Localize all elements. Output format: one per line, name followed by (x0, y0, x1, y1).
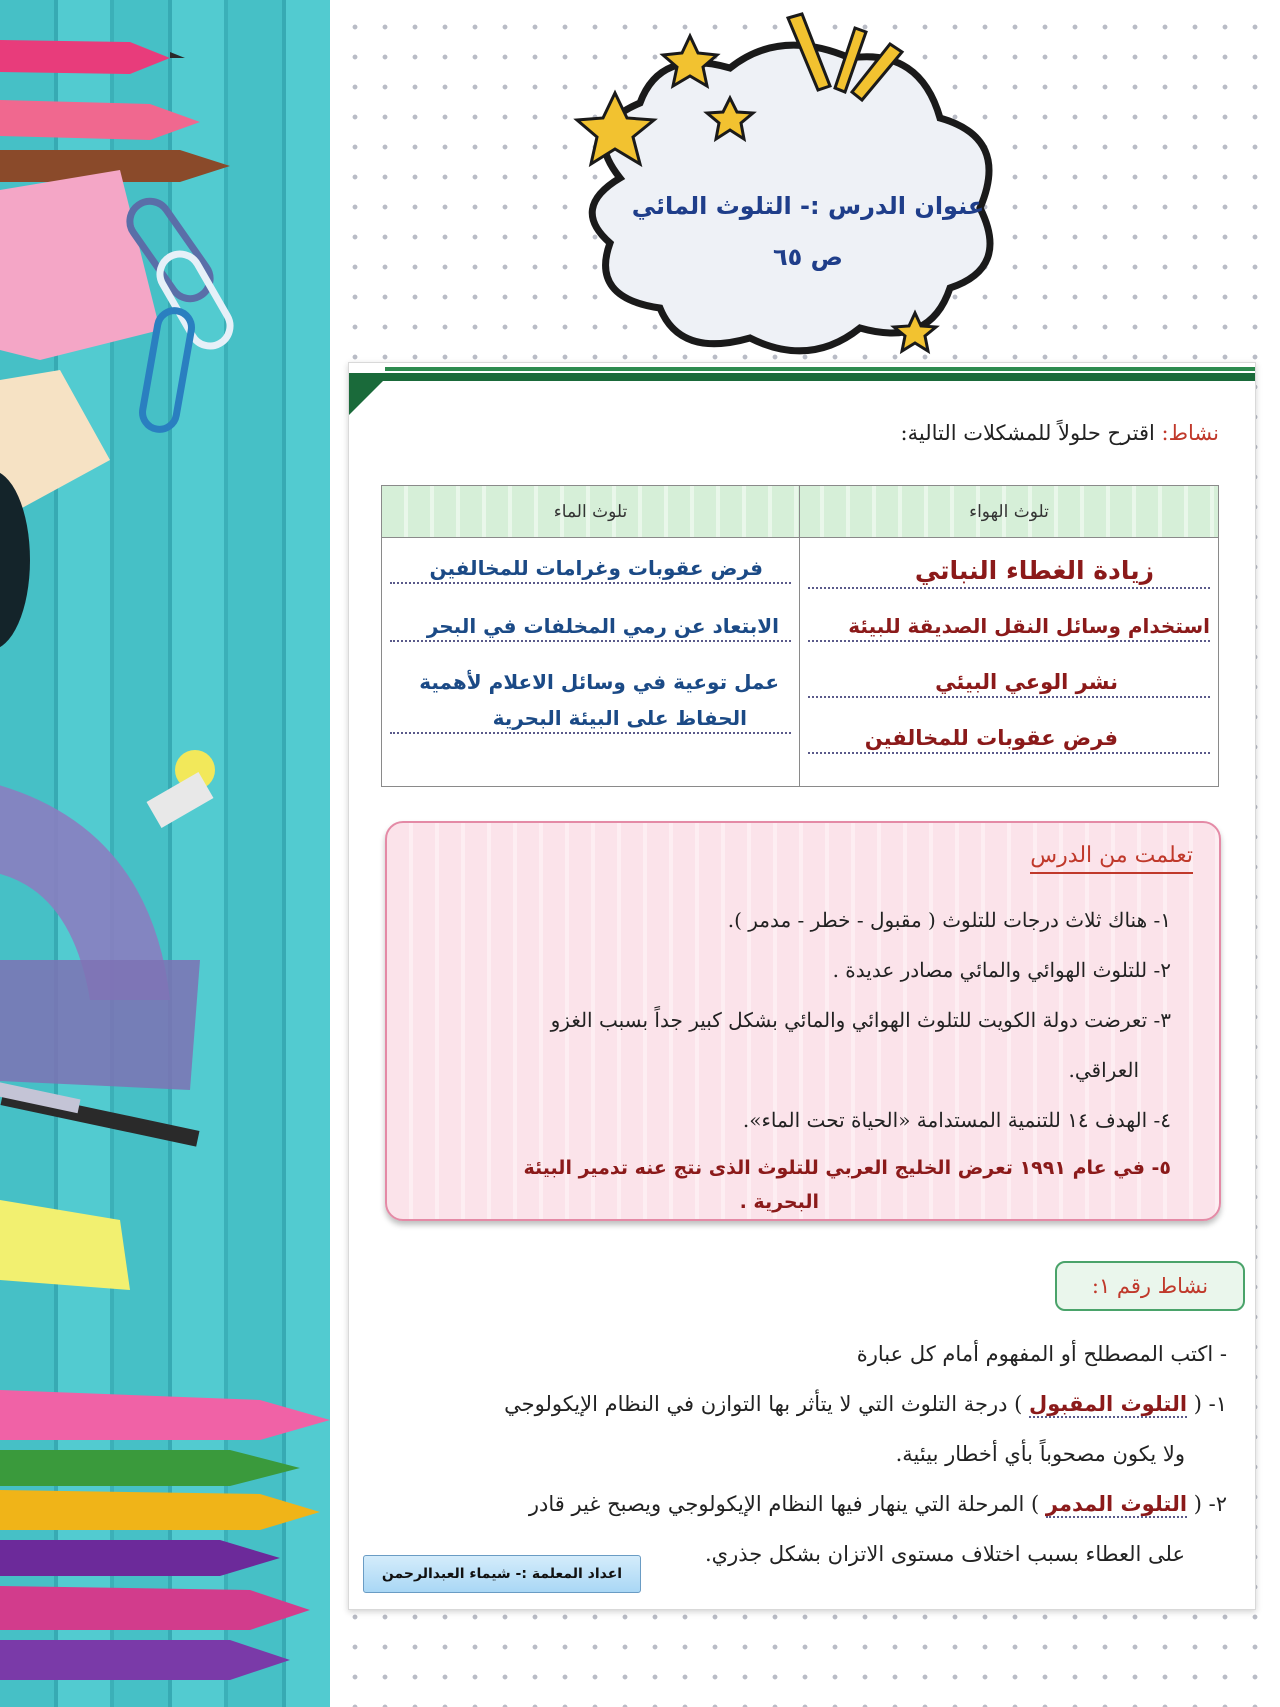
question-1-text: ) درجة التلوث التي لا يتأثر بها التوازن في النظام الإيكولوجي (504, 1392, 1023, 1416)
lesson-page-number: ص ٦٥ (773, 243, 843, 271)
question-2-number: ٢- ( (1193, 1492, 1227, 1516)
activity-instruction (901, 421, 1219, 445)
question-1 (361, 1379, 1227, 1429)
activity-text: اقترح حلولاً للمشكلات التالية: (900, 421, 1155, 445)
learned-box (385, 821, 1221, 1221)
teacher-credit: اعداد المعلمة :- شيماء العبدالرحمن (363, 1555, 641, 1593)
learned-item-2: ٢- للتلوث الهوائي والمائي مصادر عديدة . (832, 958, 1171, 982)
header-bar-accent (385, 367, 1255, 371)
learned-item-3: ٣- تعرضت دولة الكويت للتلوث الهوائي والمائي بشكل كبير جداً بسبب الغزو (550, 1008, 1171, 1032)
table-header (382, 486, 1218, 538)
water-solution-2: الابتعاد عن رمي المخلفات في البحر (390, 614, 791, 642)
activity-1-badge: نشاط رقم ١: (1055, 1261, 1245, 1311)
header-water-pollution: تلوث الماء (382, 486, 800, 537)
activity-label: نشاط: (1161, 421, 1219, 445)
question-2-answer: التلوث المدمر (1045, 1492, 1188, 1516)
air-solution-3: نشر الوعي البيئي (808, 670, 1210, 698)
question-2-text: ) المرحلة التي ينهار فيها النظام الإيكولوجي ويصبح غير قادر (528, 1492, 1040, 1516)
water-solution-3: عمل توعية في وسائل الاعلام لأهمية (419, 670, 779, 694)
question-2-cont: على العطاء بسبب اختلاف مستوى الاتزان بشكل جذري. (704, 1542, 1185, 1566)
water-solution-1: فرض عقوبات وغرامات للمخالفين (390, 556, 791, 584)
lesson-title: عنوان الدرس :- التلوث المائي (631, 192, 985, 220)
water-solution-4: الحفاظ على البيئة البحرية (390, 706, 791, 734)
learned-item-5-cont: البحرية . (739, 1191, 819, 1213)
solutions-table (381, 485, 1219, 787)
header-air-pollution: تلوث الهواء (969, 502, 1049, 522)
question-1-answer: التلوث المقبول (1029, 1392, 1188, 1416)
learned-item-5: ٥- في عام ١٩٩١ تعرض الخليج العربي للتلوث الذى نتج عنه تدمير البيئة (523, 1157, 1171, 1179)
learned-title: تعلمت من الدرس (1030, 843, 1193, 874)
table-body (382, 538, 1218, 786)
air-solutions-column (800, 538, 1218, 786)
water-solutions-column (382, 538, 800, 786)
question-1-number: ١- ( (1193, 1392, 1227, 1416)
activity-1-instruction: - اكتب المصطلح أو المفهوم أمام كل عبارة (856, 1342, 1227, 1366)
stationery-photo (0, 0, 330, 1707)
learned-item-4: ٤- الهدف ١٤ للتنمية المستدامة «الحياة تحت الماء». (742, 1108, 1171, 1132)
learned-item-3-cont: العراقي. (1068, 1058, 1139, 1082)
air-solution-1: زيادة الغطاء النباتي (808, 556, 1210, 589)
air-solution-2: استخدام وسائل النقل الصديقة للبيئة (808, 614, 1210, 642)
air-solution-4: فرض عقوبات للمخالفين (808, 726, 1210, 754)
pencil-icon (0, 40, 230, 182)
question-2 (361, 1479, 1227, 1529)
worksheet-card (348, 362, 1256, 1610)
learned-item-1: ١- هناك ثلاث درجات للتلوث ( مقبول - خطر - مدمر ). (727, 908, 1171, 932)
header-bar (349, 373, 1255, 381)
header-corner (349, 373, 391, 415)
question-1-cont: ولا يكون مصحوباً بأي أخطار بيئية. (895, 1442, 1185, 1466)
